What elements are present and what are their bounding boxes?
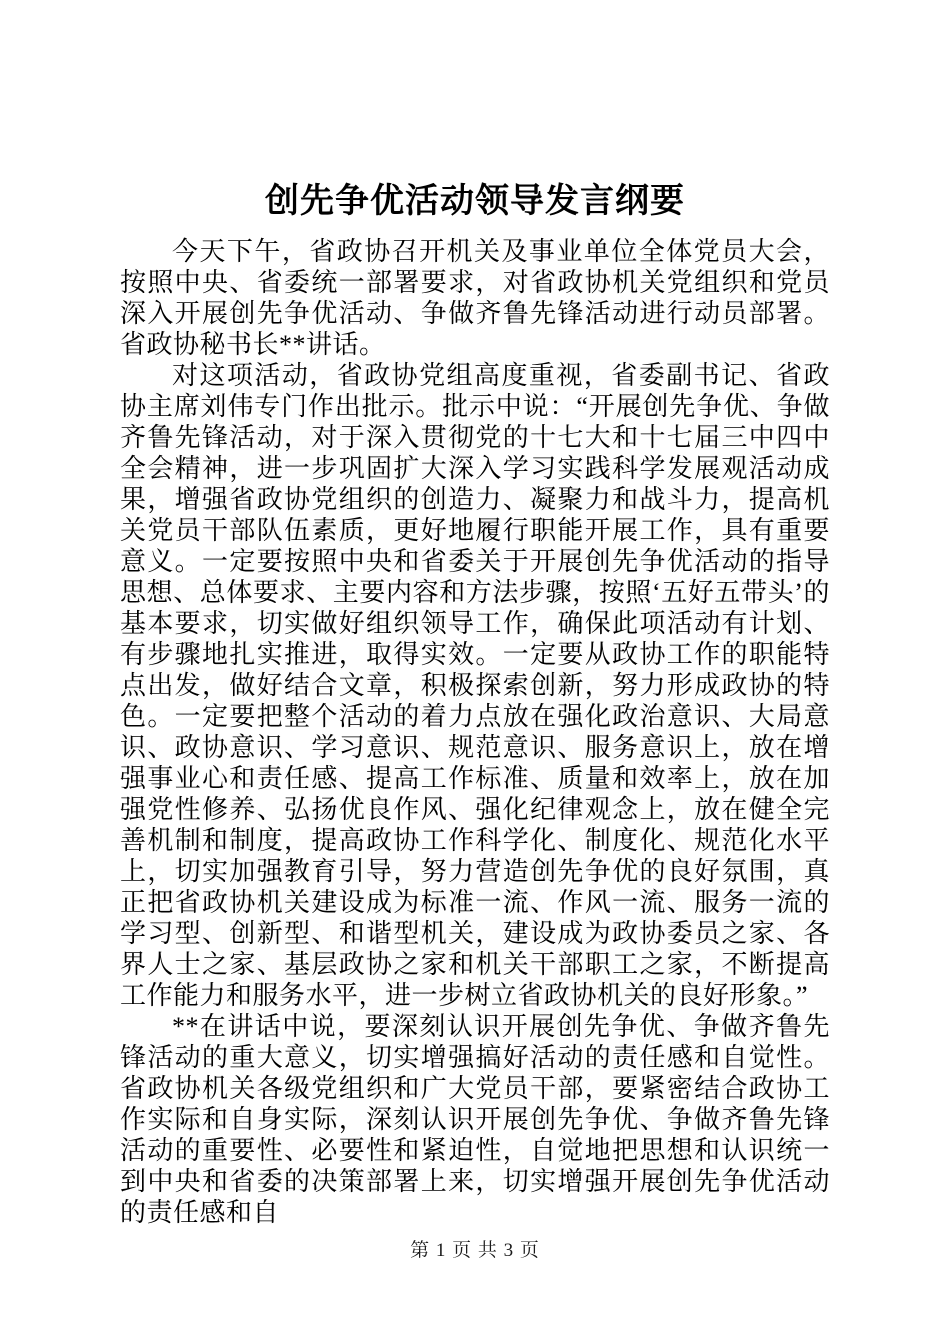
document-title: 创先争优活动领导发言纲要 (265, 183, 685, 220)
document-body (120, 236, 830, 1228)
paragraph-1: 今天下午，省政协召开机关及事业单位全体党员大会，按照中央、省委统一部署要求，对省政协机关党组织和党员深入开展创先争优活动、争做齐鲁先锋活动进行动员部署。省政协秘书长**讲话。 (120, 237, 830, 359)
paragraph-2: 对这项活动，省政协党组高度重视，省委副书记、省政协主席刘伟专门作出批示。批示中说：“开展创先争优、争做齐鲁先锋活动，对于深入贯彻党的十七大和十七届三中四中全会精神，进一步巩固扩大深入学习实践科学发展观活动成果，增强省政协党组织的创造力、凝聚力和战斗力，提高机关党员干部队伍素质，更好地履行职能开展工作，具有重要意义。一定要按照中央和省委关于开展创先争优活动的指导思想、总体要求、主要内容和方法步骤，按照‘五好五带头’的基本要求，切实做好组织领导工作，确保此项活动有计划、有步骤地扎实推进，取得实效。一定要从政协工作的职能特点出发，做好结合文章，积极探索创新，努力形成政协的特色。一定要把整个活动的着力点放在强化政治意识、大局意识、政协意识、学习意识、规范意识、服务意识上，放在增强事业心和责任感、提高工作标准、质量和效率上，放在加强党性修养、弘扬优良作风、强化纪律观念上，放在健全完善机制和制度，提高政协工作科学化、制度化、规范化水平上，切实加强教育引导，努力营造创先争优的良好氛围，真正把省政协机关建设成为标准一流、作风一流、服务一流的学习型、创新型、和谐型机关，建设成为政协委员之家、各界人士之家、基层政协之家和机关干部职工之家，不断提高工作能力和服务水平，进一步树立省政协机关的良好形象。” (120, 361, 830, 1010)
paragraph-3: **在讲话中说，要深刻认识开展创先争优、争做齐鲁先锋活动的重大意义，切实增强搞好活动的责任感和自觉性。省政协机关各级党组织和广大党员干部，要紧密结合政协工作实际和自身实际，深刻认识开展创先争优、争做齐鲁先锋活动的重要性、必要性和紧迫性，自觉地把思想和认识统一到中央和省委的决策部署上来，切实增强开展创先争优活动的责任感和自 (120, 1012, 830, 1227)
page-footer: 第 1 页 共 3 页 (410, 1240, 540, 1261)
